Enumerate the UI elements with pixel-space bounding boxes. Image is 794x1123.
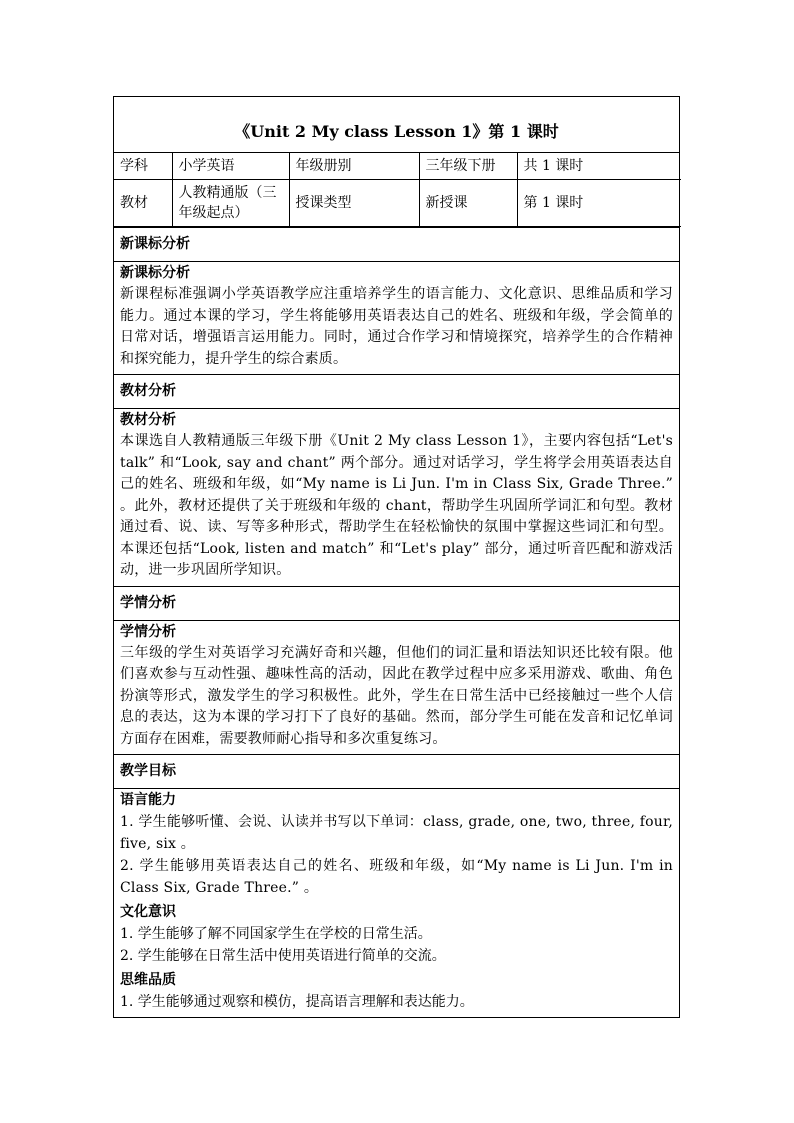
lesson-plan-document [113,96,680,1018]
students-section [114,586,679,755]
curriculum-heading: 新课标分析 [120,236,190,252]
culture-goal-1: 1. 学生能够了解不同国家学生在学校的日常生活。 [120,926,432,942]
curriculum-subheading: 新课标分析 [120,265,190,281]
info-row-1 [114,153,681,180]
language-ability-heading: 语言能力 [120,792,176,808]
textbook-label: 教材 [114,180,172,227]
total-periods: 共 1 课时 [517,153,681,180]
subject-label: 学科 [114,153,172,180]
language-goal-1: 1. 学生能够听懂、会说、认读并书写以下单词：class, grade, one, two, three, four, five, six 。 [120,814,673,852]
grade-label: 年级册别 [289,153,419,180]
students-text: 三年级的学生对英语学习充满好奇和兴趣，但他们的词汇量和语法知识还比较有限。他们喜欢参与互动性强、趣味性高的活动，因此在教学过程中应多采用游戏、歌曲、角色扮演等形式，激发学生的学习积极性。此外，学生在日常生活中已经接触过一些个人信息的表达，这为本课的学习打下了良好的基础。然而，部分学生可能在发音和记忆单词方面存在困难，需要教师耐心指导和多次重复练习。 [120,644,673,747]
curriculum-text: 新课程标准强调小学英语教学应注重培养学生的语言能力、文化意识、思维品质和学习能力。通过本课的学习，学生将能够用英语表达自己的姓名、班级和年级，学会简单的日常对话，增强语言运用能力。同时，通过合作学习和情境探究，培养学生的合作精神和探究能力，提升学生的综合素质。 [120,286,673,367]
students-body [114,620,679,751]
subject-value: 小学英语 [172,153,289,180]
students-heading: 学情分析 [120,594,176,611]
textbook-text: 本课选自人教精通版三年级下册《Unit 2 My class Lesson 1》，主要内容包括“Let's talk” 和“Look, say and chant” 两个部分。通过对话学习，学生将学会用英语表达自己的姓名、班级和年级，如“My name is Li Jun. I'm in Class Six, Grade Three.” 。此外，教材还提供了关于班级和年级的 chant，帮助学生巩固所学词汇和句型。教材通过看、说、读、写等多种形式，帮助学生在轻松愉快的氛围中掌握这些词汇和句型。本课还包括“Look, listen and match” 和“Let's play” 部分，通过听音匹配和游戏活动，进一步巩固所学知识。 [120,433,673,578]
lesson-type-label: 授课类型 [289,180,419,227]
textbook-subheading: 教材分析 [120,412,176,428]
info-row-2 [114,180,681,227]
course-info-table [114,153,681,227]
textbook-section [114,374,679,586]
students-subheading: 学情分析 [120,623,176,640]
document-title: 《Unit 2 My class Lesson 1》第 1 课时 [114,97,679,153]
goals-heading: 教学目标 [120,763,176,779]
grade-value: 三年级下册 [419,153,517,180]
lesson-type-value: 新授课 [419,180,517,227]
culture-goal-2: 2. 学生能够在日常生活中使用英语进行简单的交流。 [120,948,446,964]
thinking-heading: 思维品质 [120,972,176,988]
culture-heading: 文化意识 [120,904,176,920]
thinking-goal-1: 1. 学生能够通过观察和模仿，提高语言理解和表达能力。 [120,994,474,1010]
goals-section [114,754,679,1017]
textbook-body [114,408,679,582]
period-number: 第 1 课时 [517,180,681,227]
textbook-value: 人教精通版（三年级起点） [172,180,289,227]
goals-body [114,788,679,1013]
curriculum-section [114,227,679,374]
language-goal-2: 2. 学生能够用英语表达自己的姓名、班级和年级，如“My name is Li Jun. I'm in Class Six, Grade Three.” 。 [120,858,673,896]
curriculum-body [114,261,679,370]
textbook-heading: 教材分析 [120,383,176,399]
